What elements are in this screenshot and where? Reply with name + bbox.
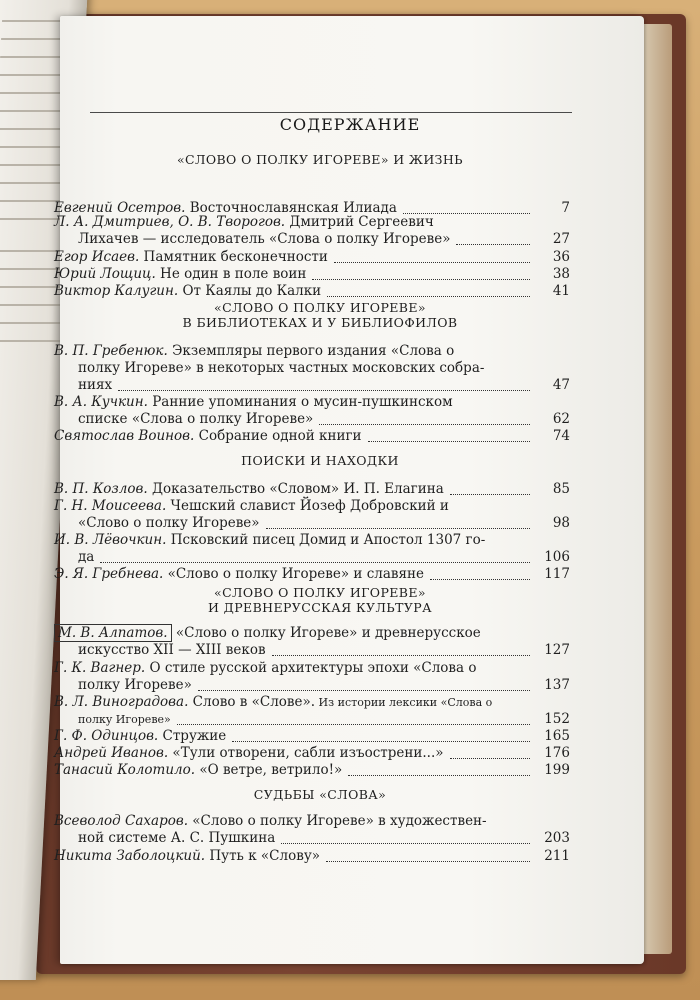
header-rule	[90, 112, 572, 113]
toc-entry: В. А. Кучкин. Ранние упоминания о мусин-пушкинском списке «Слова о полку Игореве» 62	[54, 394, 570, 427]
toc-entry: Л. А. Дмитриев, О. В. Творогов. Дмитрий Сергеевич Лихачев — исследователь «Слова о полку Игореве» 27	[54, 214, 570, 247]
toc-entry: Никита Заболоцкий. Путь к «Слову» 211	[54, 848, 570, 864]
toc-entry: Э. Я. Гребнева. «Слово о полку Игореве» и славяне 117	[54, 566, 570, 582]
toc-entry: Г. Н. Моисеева. Чешский славист Йозеф Добровский и «Слово о полку Игореве» 98	[54, 498, 570, 531]
toc-entry: Егор Исаев. Памятник бесконечности 36	[54, 249, 570, 265]
toc-entry: Г. К. Вагнер. О стиле русской архитектуры эпохи «Слова о полку Игореве» 137	[54, 660, 570, 693]
toc-entry: Святослав Воинов. Собрание одной книги 74	[54, 428, 570, 444]
toc-entry: В. П. Козлов. Доказательство «Словом» И. П. Елагина 85	[54, 481, 570, 497]
toc-entry: Всеволод Сахаров. «Слово о полку Игореве» в художествен- ной системе А. С. Пушкина 203	[54, 813, 570, 846]
toc-entry: И. В. Лёвочкин. Псковский писец Домид и Апостол 1307 го- да 106	[54, 532, 570, 565]
toc-entry: Юрий Лощиц. Не один в поле воин 38	[54, 266, 570, 282]
section-heading: СУДЬБЫ «СЛОВА»	[253, 787, 387, 802]
toc-entry: В. П. Гребенюк. Экземпляры первого издания «Слова о полку Игореве» в некоторых частных московских собра- ниях 47	[54, 343, 570, 393]
toc-entry: Танасий Колотило. «О ветре, ветрило!» 199	[54, 762, 570, 778]
toc-entry: В. Л. Виноградова. Слово в «Слове». Из истории лексики «Слова о полку Игореве» 152	[54, 694, 570, 727]
toc-title: СОДЕРЖАНИЕ	[279, 115, 421, 134]
section-heading: «СЛОВО О ПОЛКУ ИГОРЕВЕ» В БИБЛИОТЕКАХ И У БИБЛИОФИЛОВ	[182, 300, 458, 330]
section-heading: ПОИСКИ И НАХОДКИ	[241, 453, 399, 468]
section-heading: «СЛОВО О ПОЛКУ ИГОРЕВЕ» И ЖИЗНЬ	[176, 152, 463, 167]
section-heading: «СЛОВО О ПОЛКУ ИГОРЕВЕ» И ДРЕВНЕРУССКАЯ КУЛЬТУРА	[208, 585, 432, 615]
toc-entry: Евгений Осетров. Восточнославянская Илиада 7	[54, 200, 570, 216]
toc-entry: М. В. Алпатов. «Слово о полку Игореве» и древнерусское искусство XII — XIII веков 127	[54, 625, 570, 659]
toc-entry: Андрей Иванов. «Тули отворени, сабли изъострени...» 176	[54, 745, 570, 761]
toc-entry: Г. Ф. Одинцов. Стружие 165	[54, 728, 570, 744]
toc-entry: Виктор Калугин. От Каялы до Калки 41	[54, 283, 570, 299]
